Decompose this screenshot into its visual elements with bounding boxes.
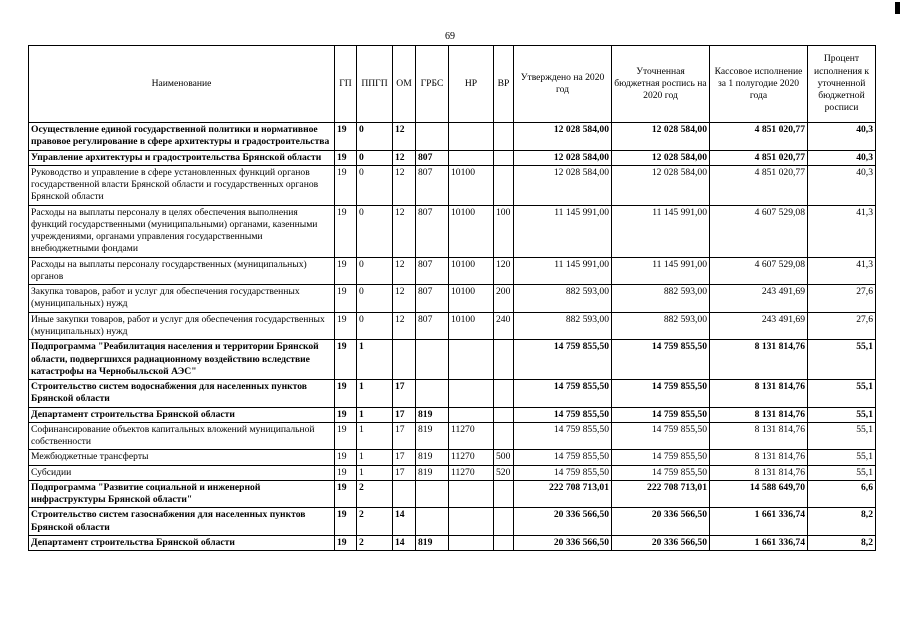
header-percent: Процент исполнения к уточненной бюджетной росписи (808, 46, 876, 123)
cell-om (393, 480, 416, 508)
cell-percent: 41,3 (808, 205, 876, 257)
cell-np: 10100 (449, 312, 494, 340)
cell-om: 17 (393, 422, 416, 450)
table-row (29, 465, 876, 480)
cell-approved: 14 759 855,50 (514, 450, 612, 465)
cell-ppgp: 1 (357, 380, 393, 408)
cell-name: Департамент строительства Брянской области (29, 407, 335, 422)
cell-refined: 12 028 584,00 (612, 150, 710, 165)
table-row (29, 285, 876, 313)
cell-grbs: 819 (416, 422, 449, 450)
cell-vr (494, 150, 514, 165)
header-np: НР (449, 46, 494, 123)
cell-gp: 19 (335, 480, 357, 508)
table-row (29, 257, 876, 285)
cell-cash: 1 661 336,74 (710, 535, 808, 550)
corner-mark (895, 2, 900, 14)
cell-grbs: 807 (416, 285, 449, 313)
cell-cash: 14 588 649,70 (710, 480, 808, 508)
cell-name: Субсидии (29, 465, 335, 480)
cell-refined: 882 593,00 (612, 285, 710, 313)
cell-cash: 4 851 020,77 (710, 165, 808, 205)
header-refined: Уточненная бюджетная роспись на 2020 год (612, 46, 710, 123)
cell-refined: 14 759 855,50 (612, 422, 710, 450)
cell-gp: 19 (335, 407, 357, 422)
cell-om: 14 (393, 508, 416, 536)
table-row (29, 312, 876, 340)
cell-refined: 14 759 855,50 (612, 450, 710, 465)
cell-approved: 11 145 991,00 (514, 257, 612, 285)
cell-cash: 8 131 814,76 (710, 380, 808, 408)
cell-gp: 19 (335, 422, 357, 450)
cell-approved: 14 759 855,50 (514, 465, 612, 480)
cell-gp: 19 (335, 285, 357, 313)
table-row (29, 380, 876, 408)
cell-name: Строительство систем водоснабжения для населенных пунктов Брянской области (29, 380, 335, 408)
cell-ppgp: 0 (357, 312, 393, 340)
table-row (29, 422, 876, 450)
cell-cash: 4 851 020,77 (710, 150, 808, 165)
cell-approved: 14 759 855,50 (514, 380, 612, 408)
cell-vr (494, 407, 514, 422)
cell-approved: 222 708 713,01 (514, 480, 612, 508)
cell-gp: 19 (335, 450, 357, 465)
cell-cash: 243 491,69 (710, 312, 808, 340)
cell-gp: 19 (335, 312, 357, 340)
cell-np (449, 380, 494, 408)
table-row (29, 480, 876, 508)
cell-grbs: 819 (416, 465, 449, 480)
cell-ppgp: 0 (357, 257, 393, 285)
cell-grbs (416, 380, 449, 408)
header-name: Наименование (29, 46, 335, 123)
cell-grbs: 807 (416, 312, 449, 340)
cell-percent: 55,1 (808, 407, 876, 422)
table-row (29, 123, 876, 151)
table-row (29, 450, 876, 465)
cell-vr (494, 340, 514, 380)
header-approved: Утверждено на 2020 год (514, 46, 612, 123)
cell-percent: 55,1 (808, 340, 876, 380)
cell-ppgp: 1 (357, 422, 393, 450)
cell-gp: 19 (335, 380, 357, 408)
cell-percent: 8,2 (808, 535, 876, 550)
table-row (29, 165, 876, 205)
cell-grbs (416, 123, 449, 151)
cell-name: Подпрограмма "Реабилитация населения и территории Брянской области, подвергшихся радиационному воздействию вследствие катастрофы на Чернобыльской АЭС" (29, 340, 335, 380)
cell-ppgp: 1 (357, 450, 393, 465)
cell-gp: 19 (335, 257, 357, 285)
cell-om: 17 (393, 407, 416, 422)
header-ppgp: ППГП (357, 46, 393, 123)
cell-approved: 882 593,00 (514, 285, 612, 313)
cell-grbs (416, 508, 449, 536)
cell-gp: 19 (335, 150, 357, 165)
cell-ppgp: 1 (357, 465, 393, 480)
cell-grbs: 807 (416, 257, 449, 285)
cell-name: Софинансирование объектов капитальных вложений муниципальной собственности (29, 422, 335, 450)
cell-om: 17 (393, 450, 416, 465)
cell-vr (494, 422, 514, 450)
cell-vr: 200 (494, 285, 514, 313)
cell-vr (494, 480, 514, 508)
cell-gp: 19 (335, 123, 357, 151)
cell-cash: 8 131 814,76 (710, 465, 808, 480)
cell-om: 12 (393, 285, 416, 313)
table-row (29, 150, 876, 165)
cell-name: Иные закупки товаров, работ и услуг для обеспечения государственных (муниципальных) нужд (29, 312, 335, 340)
cell-refined: 14 759 855,50 (612, 465, 710, 480)
cell-percent: 40,3 (808, 123, 876, 151)
cell-cash: 4 851 020,77 (710, 123, 808, 151)
cell-vr (494, 380, 514, 408)
cell-percent: 8,2 (808, 508, 876, 536)
cell-vr: 500 (494, 450, 514, 465)
cell-om: 17 (393, 380, 416, 408)
cell-name: Закупка товаров, работ и услуг для обеспечения государственных (муниципальных) нужд (29, 285, 335, 313)
cell-refined: 12 028 584,00 (612, 165, 710, 205)
cell-approved: 12 028 584,00 (514, 123, 612, 151)
cell-gp: 19 (335, 465, 357, 480)
cell-approved: 11 145 991,00 (514, 205, 612, 257)
table-row (29, 407, 876, 422)
cell-ppgp: 2 (357, 508, 393, 536)
cell-grbs (416, 480, 449, 508)
cell-np (449, 340, 494, 380)
cell-name: Управление архитектуры и градостроительства Брянской области (29, 150, 335, 165)
cell-vr: 100 (494, 205, 514, 257)
cell-cash: 243 491,69 (710, 285, 808, 313)
cell-percent: 6,6 (808, 480, 876, 508)
header-grbs: ГРБС (416, 46, 449, 123)
cell-gp: 19 (335, 340, 357, 380)
cell-name: Межбюджетные трансферты (29, 450, 335, 465)
cell-name: Департамент строительства Брянской области (29, 535, 335, 550)
cell-approved: 12 028 584,00 (514, 165, 612, 205)
header-vr: ВР (494, 46, 514, 123)
cell-ppgp: 2 (357, 535, 393, 550)
cell-refined: 14 759 855,50 (612, 380, 710, 408)
header-cash: Кассовое исполнение за 1 полугодие 2020 года (710, 46, 808, 123)
cell-np (449, 150, 494, 165)
cell-grbs: 819 (416, 450, 449, 465)
header-gp: ГП (335, 46, 357, 123)
cell-approved: 882 593,00 (514, 312, 612, 340)
cell-ppgp: 0 (357, 165, 393, 205)
cell-percent: 40,3 (808, 165, 876, 205)
cell-np (449, 535, 494, 550)
cell-np: 10100 (449, 205, 494, 257)
cell-grbs (416, 340, 449, 380)
cell-approved: 14 759 855,50 (514, 340, 612, 380)
cell-ppgp: 0 (357, 150, 393, 165)
cell-ppgp: 0 (357, 285, 393, 313)
cell-ppgp: 2 (357, 480, 393, 508)
cell-vr: 120 (494, 257, 514, 285)
cell-om: 12 (393, 150, 416, 165)
cell-percent: 41,3 (808, 257, 876, 285)
cell-percent: 40,3 (808, 150, 876, 165)
cell-cash: 4 607 529,08 (710, 257, 808, 285)
cell-name: Подпрограмма "Развитие социальной и инженерной инфраструктуры Брянской области" (29, 480, 335, 508)
cell-grbs: 807 (416, 205, 449, 257)
cell-grbs: 807 (416, 150, 449, 165)
cell-om: 12 (393, 165, 416, 205)
cell-grbs: 819 (416, 535, 449, 550)
cell-grbs: 807 (416, 165, 449, 205)
cell-name: Расходы на выплаты персоналу в целях обеспечения выполнения функций государственными (муниципальными) органами, казенными учреждениями, органами управления государственными внебюджетными фондами (29, 205, 335, 257)
cell-ppgp: 1 (357, 407, 393, 422)
cell-refined: 12 028 584,00 (612, 123, 710, 151)
cell-om: 12 (393, 257, 416, 285)
cell-np: 10100 (449, 257, 494, 285)
cell-np: 11270 (449, 465, 494, 480)
cell-percent: 27,6 (808, 285, 876, 313)
cell-cash: 8 131 814,76 (710, 450, 808, 465)
cell-cash: 8 131 814,76 (710, 407, 808, 422)
cell-vr (494, 165, 514, 205)
cell-vr (494, 535, 514, 550)
cell-np (449, 407, 494, 422)
cell-refined: 20 336 566,50 (612, 535, 710, 550)
cell-np: 11270 (449, 422, 494, 450)
cell-om: 14 (393, 535, 416, 550)
cell-vr (494, 508, 514, 536)
cell-om: 12 (393, 312, 416, 340)
cell-refined: 14 759 855,50 (612, 407, 710, 422)
cell-name: Строительство систем газоснабжения для населенных пунктов Брянской области (29, 508, 335, 536)
cell-percent: 55,1 (808, 380, 876, 408)
cell-np (449, 480, 494, 508)
cell-refined: 20 336 566,50 (612, 508, 710, 536)
header-row (29, 46, 876, 123)
cell-np: 10100 (449, 285, 494, 313)
cell-percent: 27,6 (808, 312, 876, 340)
cell-gp: 19 (335, 535, 357, 550)
cell-cash: 8 131 814,76 (710, 340, 808, 380)
cell-refined: 11 145 991,00 (612, 257, 710, 285)
cell-percent: 55,1 (808, 422, 876, 450)
cell-gp: 19 (335, 165, 357, 205)
cell-np (449, 123, 494, 151)
table-row (29, 340, 876, 380)
cell-om: 12 (393, 205, 416, 257)
cell-vr: 240 (494, 312, 514, 340)
page-number: 69 (445, 31, 455, 42)
cell-percent: 55,1 (808, 465, 876, 480)
cell-gp: 19 (335, 508, 357, 536)
cell-name: Осуществление единой государственной политики и нормативное правовое регулирование в сфере архитектуры и градостроительства (29, 123, 335, 151)
cell-grbs: 819 (416, 407, 449, 422)
cell-ppgp: 1 (357, 340, 393, 380)
cell-cash: 4 607 529,08 (710, 205, 808, 257)
cell-np (449, 508, 494, 536)
cell-om: 17 (393, 465, 416, 480)
cell-approved: 20 336 566,50 (514, 508, 612, 536)
cell-approved: 14 759 855,50 (514, 407, 612, 422)
cell-np: 10100 (449, 165, 494, 205)
cell-vr (494, 123, 514, 151)
cell-refined: 11 145 991,00 (612, 205, 710, 257)
cell-ppgp: 0 (357, 123, 393, 151)
cell-np: 11270 (449, 450, 494, 465)
cell-ppgp: 0 (357, 205, 393, 257)
cell-refined: 14 759 855,50 (612, 340, 710, 380)
cell-refined: 882 593,00 (612, 312, 710, 340)
cell-refined: 222 708 713,01 (612, 480, 710, 508)
table-row (29, 535, 876, 550)
cell-cash: 1 661 336,74 (710, 508, 808, 536)
table-row (29, 205, 876, 257)
cell-percent: 55,1 (808, 450, 876, 465)
cell-om (393, 340, 416, 380)
header-om: ОМ (393, 46, 416, 123)
cell-gp: 19 (335, 205, 357, 257)
cell-cash: 8 131 814,76 (710, 422, 808, 450)
cell-vr: 520 (494, 465, 514, 480)
cell-approved: 12 028 584,00 (514, 150, 612, 165)
cell-om: 12 (393, 123, 416, 151)
cell-approved: 20 336 566,50 (514, 535, 612, 550)
table-row (29, 508, 876, 536)
budget-table (28, 45, 876, 551)
cell-name: Расходы на выплаты персоналу государственных (муниципальных) органов (29, 257, 335, 285)
cell-approved: 14 759 855,50 (514, 422, 612, 450)
cell-name: Руководство и управление в сфере установленных функций органов государственной власти Брянской области и государственных органов Брянской области (29, 165, 335, 205)
